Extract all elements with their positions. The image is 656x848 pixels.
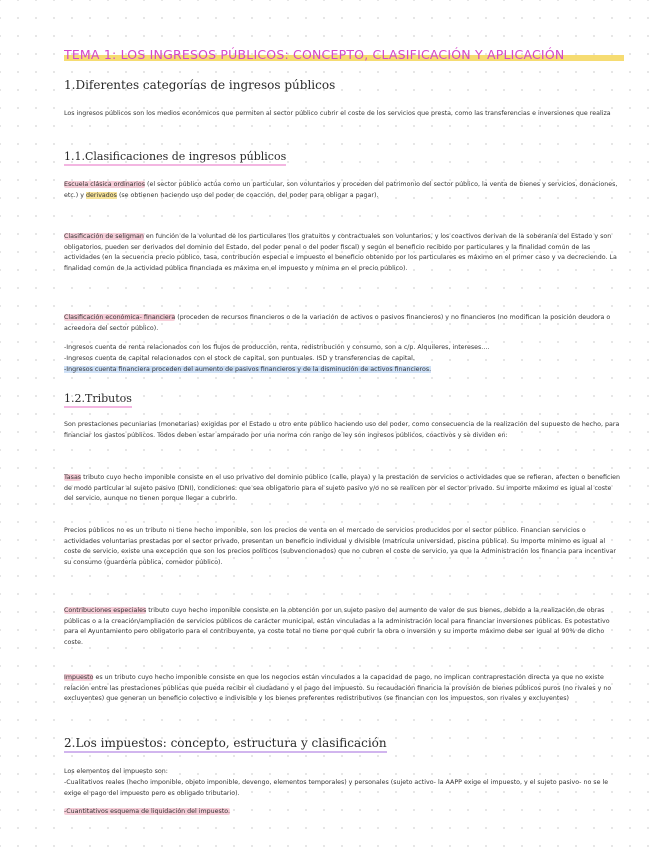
heading-clasificaciones: 1.1.Clasificaciones de ingresos públicos xyxy=(64,150,286,166)
document-title: TEMA 1: LOS INGRESOS PÚBLICOS: CONCEPTO, CLASIFICACIÓN Y APLICACIÓN xyxy=(64,47,624,62)
term-derivados: derivados xyxy=(86,191,117,199)
paragraph-economica: Clasificación económica- financiera (proceden de recursos financieros o de la variación de activos o pasivos financieros) y no financieros (no modifican la posición deudora o acreedora del sector público). xyxy=(64,314,611,332)
paragraph-intro: Los ingresos públicos son los medios económicos que permiten al sector público cubrir el coste de los servicios que presta, como las transferencias e inversiones que realiza xyxy=(64,110,611,117)
term-escuela-clasica: Escuela clásica ordinarios xyxy=(64,181,146,188)
term-contribuciones: Contribuciones especiales xyxy=(64,607,147,614)
paragraph-seligman: Clasificación de seligman en función de la voluntad de los particulares (los gratuitos y contractuales son voluntarios, y los coactivos derivan de la soberanía del Estado y son obligatorios, pueden ser derivados del dominio del Estado, del poder penal o del poder fiscal) y según el beneficio recibido por particulares y la finalidad común de las actividades (en la secuencia precio público, tasa, contribución especial e impuesto el beneficio obtenido por los particulares es máximo en el primer caso y va decreciendo. La finalidad común de la actividad pública financiada es máxima en el impuesto y mínima en el precio público). xyxy=(64,233,617,272)
line-cualitativos: -Cualitativos reales (hecho imponible, objeto imponible, devengo, elementos temporales) y personales (sujeto activo- la AAPP exige el impuesto, y el sujeto pasivo- no se le exige el pago del impuesto pero es obligado tributario). xyxy=(64,779,609,797)
paragraph-precios-publicos: Precios públicos no es un tributo ni tiene hecho imponible, son los precios de venta en el mercado de servicios producidos por el sector público. Financian servicios o actividades voluntarias prestadas por el sector privado, presentan un beneficio individual y divisible (matrícula universidad, piscina pública). Su importe mínimo es igual al coste de servicio, existe una excepción que son los precios políticos (subvencionados) que no cubren el coste de servicio, ya que la Administración los financia para incentivar su consumo (guardería pública, comedor público). xyxy=(64,527,616,566)
term-seligman: Clasificación de seligman xyxy=(64,233,144,240)
paragraph-contribuciones: Contribuciones especiales tributo cuyo hecho imponible consiste en la obtención por un sujeto pasivo del aumento de valor de sus bienes, debido a la realización de obras públicas o a la creación/ampliación de servicios públicos de carácter municipal, están vinculadas a la administración local para financiar inversiones públicas. Es potestativo para el Ayuntamiento pero obligatorio para el contribuyente, ya coste total no tiene por qué cubrir la obra o inversión y su importe máximo debe ser igual al 90% de dicho coste. xyxy=(64,607,610,646)
paragraph-escuela-clasica: Escuela clásica ordinarios (el sector público actúa como un particular, son voluntarios y proceden del patrimonio del sector público, la venta de bienes y servicios, donaciones, etc.) y derivados (se obtienen haciendo uso del poder de coacción, del poder para obligar a pagar). xyxy=(64,181,618,199)
line-cuenta-capital: -Ingresos cuenta de capital relacionados con el stock de capital, son puntuales. ISD y transferencias de capital. xyxy=(64,355,415,362)
term-impuesto: Impuesto xyxy=(64,674,94,681)
heading-tributos: 1.2.Tributos xyxy=(64,392,132,408)
line-cuenta-renta: -Ingresos cuenta de renta relacionados con los flujos de producción, renta, redistribución y consumo, son a c/p. Alquileres, intereses…. xyxy=(64,344,490,351)
line-elementos-intro: Los elementos del impuesto son: xyxy=(64,768,168,775)
paragraph-tasas: Tasas tributo cuyo hecho imponible consiste en el uso privativo del dominio público (calle, playa) y la prestación de servicios o actividades que se refieran, afecten o beneficien de modo particular al sujeto pasivo (DNI), condiciones: que sea obligatorio para el sujeto pasivo y/o no se realicen por el sector privado. Su importe máximo es igual al coste del servicio, aunque no tienen porque llegar a cubrirlo. xyxy=(64,474,621,502)
term-economica: Clasificación económica- financiera xyxy=(64,314,176,321)
heading-categorias: 1.Diferentes categorías de ingresos públicos xyxy=(64,78,336,92)
heading-impuestos: 2.Los impuestos: concepto, estructura y clasificación xyxy=(64,736,387,753)
term-tasas: Tasas xyxy=(64,474,82,481)
paragraph-tributos: Son prestaciones pecuniarias (monetarias) exigidas por el Estado u otro ente público haciendo uso del poder, como consecuencia de la realización del supuesto de hecho, para financiar los gastos públicos. Todos deben estar amparado por una norma con rango de ley son ingresos públicos, coactivos y se dividen en: xyxy=(64,421,620,439)
paragraph-impuesto: Impuesto es un tributo cuyo hecho imponible consiste en que los negocios están vinculados a la capacidad de pago, no implican contraprestación directa ya que no existe relación entre las prestaciones públicas que pueda recibir el ciudadano y el pago del impuesto. Su recaudación financia la provisión de bienes públicos puros (no rivales y no excluyentes) que generan un beneficio colectivo e indivisible y los bienes preferentes redistributivos (se financian con los impuestos, son rivales y excluyentes) xyxy=(64,674,612,702)
line-cuantitativos: -Cuantitativos esquema de liquidación del impuesto. xyxy=(64,808,231,815)
line-cuenta-financiera: -Ingresos cuenta financiera proceden del aumento de pasivos financieros y de la disminución de activos financieros. xyxy=(64,366,432,373)
